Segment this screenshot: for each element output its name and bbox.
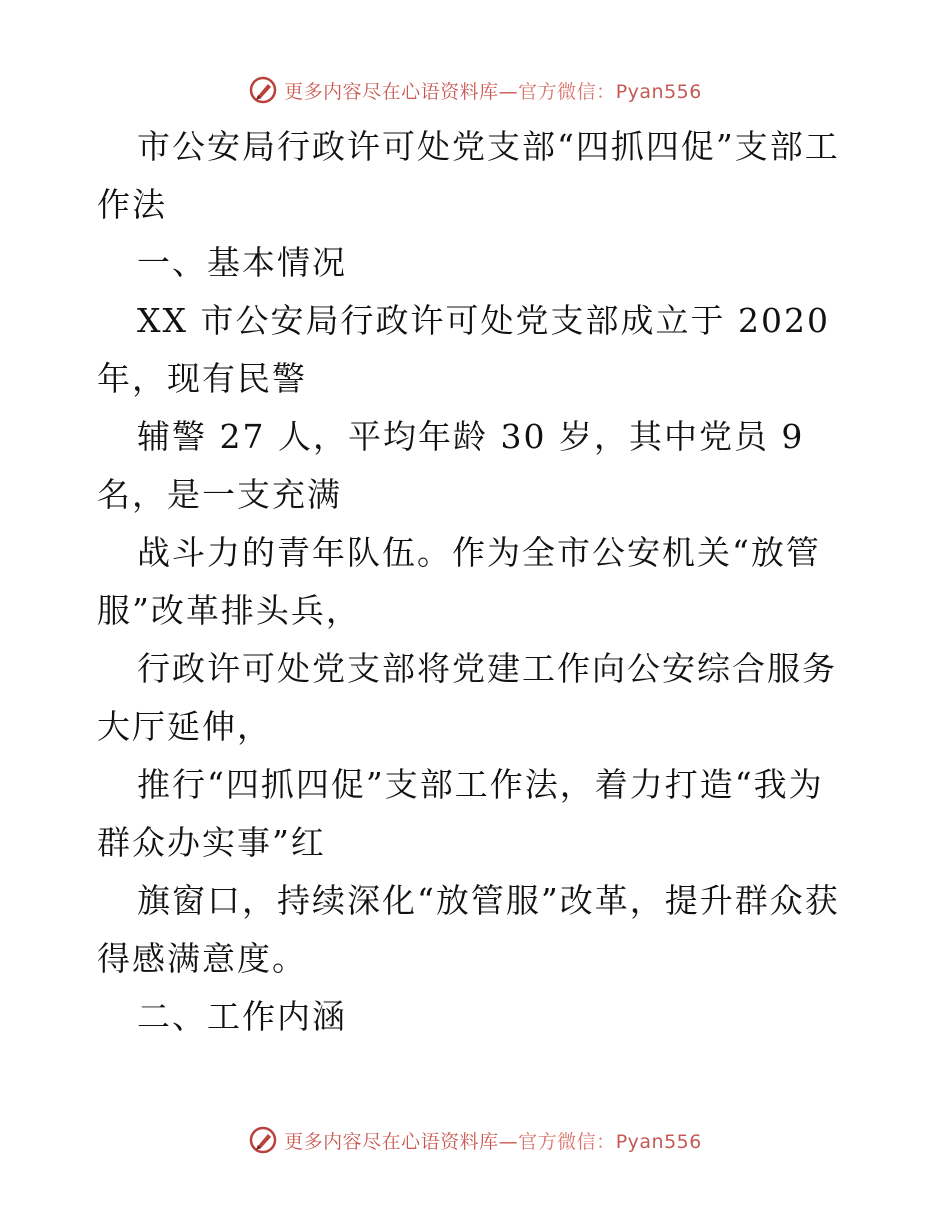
banner-separator: — [498,80,519,103]
paragraph-2: 辅警 27 人，平均年龄 30 岁，其中党员 9 名，是一支充满 [97,417,805,514]
banner-text [284,1127,702,1154]
banner-title: 更多内容尽在心语资料库 [284,80,499,103]
pen-logo-icon [248,75,278,105]
paragraph-6: 旗窗口，持续深化“放管服”改革，提升群众获得感满意度。 [97,881,840,978]
pen-logo-icon [248,1125,278,1155]
paragraph-4: 行政许可处党支部将党建工作向公安综合服务大厅延伸， [97,649,837,746]
banner-handle: Pyan556 [615,80,702,103]
paragraph-1: XX 市公安局行政许可处党支部成立于 2020 年，现有民警 [97,301,830,398]
banner-wechat-label: 官方微信： [518,80,616,103]
document-body [97,118,857,1046]
banner-separator: — [498,1130,519,1153]
section-heading-content: 二、工作内涵 [137,997,347,1036]
section-heading-basic: 一、基本情况 [137,243,347,282]
header-banner [0,70,950,110]
banner-title: 更多内容尽在心语资料库 [284,1130,499,1153]
doc-title: 市公安局行政许可处党支部“四抓四促”支部工作法 [97,127,840,224]
banner-text [284,77,702,104]
banner-handle: Pyan556 [615,1130,702,1153]
footer-banner [0,1120,950,1160]
banner-wechat-label: 官方微信： [518,1130,616,1153]
paragraph-5: 推行“四抓四促”支部工作法，着力打造“我为群众办实事”红 [97,765,824,862]
paragraph-3: 战斗力的青年队伍。作为全市公安机关“放管服”改革排头兵， [97,533,821,630]
